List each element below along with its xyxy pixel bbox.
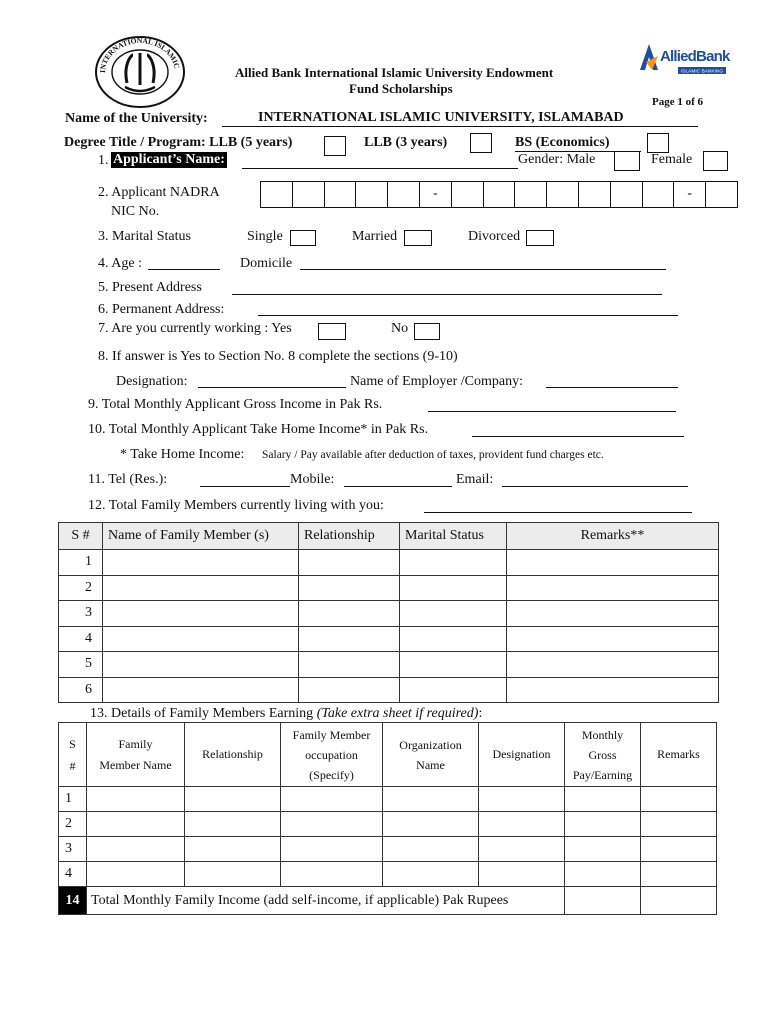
table-row: 4 [59, 626, 719, 652]
tel-label: 11. Tel (Res.): [88, 472, 168, 487]
bs-economics-checkbox[interactable] [647, 133, 669, 153]
domicile-label: Domicile [240, 256, 293, 271]
permanent-address-input[interactable] [258, 315, 678, 316]
page-number: Page 1 of 6 [652, 96, 704, 108]
earning-section-title: 13. Details of Family Members Earning (Take extra sheet if required): [90, 706, 483, 721]
earning-table [58, 722, 717, 915]
if-yes-text: 8. If answer is Yes to Section No. 8 complete the sections (9-10) [98, 349, 458, 364]
employer-input[interactable] [546, 387, 678, 388]
gender-female-label: Female [651, 152, 693, 167]
take-home-input[interactable] [472, 436, 684, 437]
university-label: Name of the University: [65, 111, 208, 126]
present-address-label: 5. Present Address [98, 280, 202, 295]
email-input[interactable] [502, 486, 688, 487]
family-members-label: 12. Total Family Members currently living with you: [88, 498, 384, 513]
total-row-number: 14 [59, 887, 87, 915]
domicile-input[interactable] [300, 269, 666, 270]
total-income-label: Total Monthly Family Income (add self-income, if applicable) Pak Rupees [87, 887, 565, 915]
table-row: 3 [59, 837, 717, 862]
table-row: 1 [59, 787, 717, 812]
single-label: Single [247, 229, 283, 244]
female-checkbox[interactable] [703, 151, 728, 171]
mobile-input[interactable] [344, 486, 452, 487]
earning-col-relationship: Relationship [185, 723, 281, 787]
married-label: Married [352, 229, 398, 244]
seal-text: INTERNATIONAL ISLAMIC [97, 35, 182, 74]
llb5-checkbox[interactable] [324, 136, 346, 156]
family-table-header [59, 523, 719, 550]
take-home-note-text: Salary / Pay available after deduction of taxes, provident fund charges etc. [262, 449, 604, 461]
divorced-checkbox[interactable] [526, 230, 554, 246]
age-label: 4. Age : [98, 256, 142, 271]
svg-text:INTERNATIONAL ISLAMIC UNIVERSI [93, 35, 182, 73]
gross-income-input[interactable] [428, 411, 676, 412]
table-row: 1 [59, 550, 719, 576]
married-checkbox[interactable] [404, 230, 432, 246]
llb3-checkbox[interactable] [470, 133, 492, 153]
working-no-checkbox[interactable] [414, 323, 440, 340]
bs-economics-label: BS (Economics) [515, 135, 610, 150]
permanent-address-label: 6. Permanent Address: [98, 302, 225, 317]
degree-label: Degree Title / Program: LLB (5 years) [64, 135, 293, 150]
table-row: 4 [59, 862, 717, 887]
col-sn: S # [59, 523, 103, 550]
form-title-line2: Fund Scholarships [349, 81, 453, 96]
llb3-label: LLB (3 years) [364, 135, 448, 150]
bank-logo-sub: ISLAMIC BANKING [680, 69, 724, 75]
present-address-input[interactable] [232, 294, 662, 295]
allied-bank-logo [638, 40, 733, 80]
family-members-table [58, 522, 719, 703]
working-label: 7. Are you currently working : Yes [98, 321, 292, 336]
family-members-input[interactable] [424, 512, 692, 513]
earning-table-header: S # Family Member Name Relationship Family Member occupation (Specify) Organization Name Designation Monthly Gross Pay/Earning Remarks [59, 723, 717, 787]
nic-dash-1: - [420, 182, 452, 207]
marital-label: 3. Marital Status [98, 229, 191, 244]
iiu-seal [93, 35, 187, 109]
applicant-name-label: Applicant’s Name: [113, 152, 225, 167]
gross-income-label: 9. Total Monthly Applicant Gross Income in Pak Rs. [88, 397, 383, 412]
take-home-note-title: * Take Home Income: [120, 447, 245, 462]
col-marital-status: Marital Status [400, 523, 507, 550]
nic-label-line1: 2. Applicant NADRA [98, 185, 220, 200]
total-income-input[interactable] [565, 887, 641, 915]
nic-dash-2: - [674, 182, 706, 207]
applicant-number: 1. [98, 153, 109, 168]
mobile-label: Mobile: [290, 472, 335, 487]
designation-input[interactable] [198, 387, 346, 388]
designation-label: Designation: [116, 374, 188, 389]
table-row: 5 [59, 652, 719, 678]
table-row: 6 [59, 677, 719, 703]
take-home-label: 10. Total Monthly Applicant Take Home Income* in Pak Rs. [88, 422, 429, 437]
age-input[interactable] [148, 269, 220, 270]
col-member-name: Name of Family Member (s) [103, 523, 299, 550]
employer-label: Name of Employer /Company: [350, 374, 524, 389]
earning-col-designation: Designation [479, 723, 565, 787]
working-yes-checkbox[interactable] [318, 323, 346, 340]
gender-male-label: Gender: Male [518, 152, 596, 167]
bank-logo-name: AlliedBank [660, 48, 730, 65]
email-label: Email: [456, 472, 494, 487]
table-row: 2 [59, 575, 719, 601]
table-row: 3 [59, 601, 719, 627]
nic-boxes[interactable] [260, 181, 738, 208]
table-row: 2 [59, 812, 717, 837]
divorced-label: Divorced [468, 229, 521, 244]
male-checkbox[interactable] [614, 151, 640, 171]
nic-label-line2: NIC No. [111, 204, 160, 219]
total-income-row [59, 887, 717, 915]
university-value[interactable]: INTERNATIONAL ISLAMIC UNIVERSITY, ISLAMABAD [258, 110, 624, 125]
applicant-name-input[interactable] [242, 168, 518, 169]
tel-input[interactable] [200, 486, 290, 487]
col-remarks: Remarks** [507, 523, 719, 550]
single-checkbox[interactable] [290, 230, 316, 246]
col-relationship: Relationship [299, 523, 400, 550]
earning-col-remarks: Remarks [641, 723, 717, 787]
working-no-label: No [391, 321, 409, 336]
form-title-line1: Allied Bank International Islamic University Endowment [235, 65, 554, 80]
